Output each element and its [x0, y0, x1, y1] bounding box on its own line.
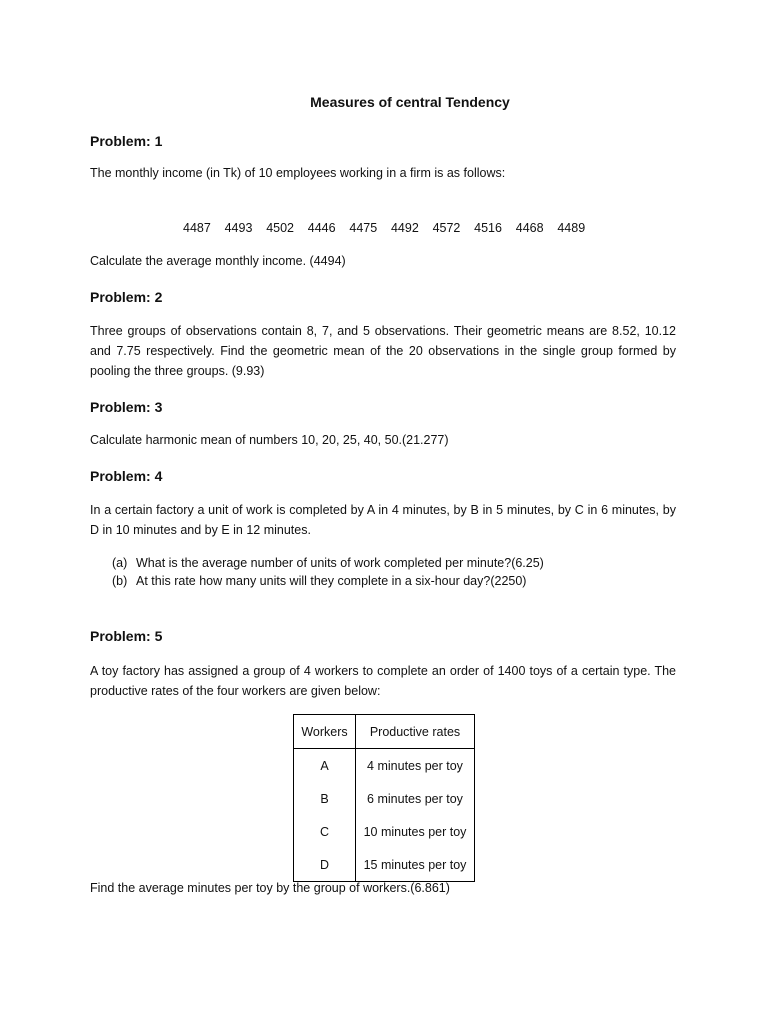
- problem-2-text: Three groups of observations contain 8, 7, and 5 observations. Their geometric means are 8.52, 10.12 and 7.75 respectively. Find the geometric mean of the 20 observations in the single group formed by pooling the three groups. (9.93): [90, 324, 676, 378]
- list-item-tag: (b): [112, 574, 128, 588]
- table-row: [294, 815, 475, 848]
- problem-4-heading: Problem: 4: [90, 468, 163, 484]
- problem-3-heading: Problem: 3: [90, 399, 163, 415]
- income-numbers: [183, 221, 599, 235]
- column-header: Workers: [294, 715, 356, 749]
- income-value: 4492: [390, 221, 419, 235]
- income-value: 4446: [307, 221, 336, 235]
- table-row: [294, 782, 475, 815]
- list-item-tag: (a): [112, 556, 128, 570]
- problem-1-text: The monthly income (in Tk) of 10 employees working in a firm is as follows:: [90, 166, 506, 180]
- list-item: [112, 572, 544, 590]
- income-value: 4468: [515, 221, 544, 235]
- table-cell: D: [294, 848, 356, 882]
- problem-5-heading: Problem: 5: [90, 628, 163, 644]
- problem-2-heading: Problem: 2: [90, 289, 163, 305]
- table-cell: 4 minutes per toy: [356, 749, 475, 783]
- list-item-text: What is the average number of units of work completed per minute?(6.25): [136, 556, 544, 570]
- table-row: [294, 848, 475, 882]
- problem-1-heading: Problem: 1: [90, 133, 163, 149]
- table-cell: A: [294, 749, 356, 783]
- column-header: Productive rates: [356, 715, 475, 749]
- table-header-row: [294, 715, 475, 749]
- table-cell: 6 minutes per toy: [356, 782, 475, 815]
- table-cell: 10 minutes per toy: [356, 815, 475, 848]
- income-value: 4516: [474, 221, 502, 235]
- income-value: 4493: [224, 221, 253, 235]
- table-cell: 15 minutes per toy: [356, 848, 475, 882]
- table-cell: C: [294, 815, 356, 848]
- list-item-text: At this rate how many units will they complete in a six-hour day?(2250): [136, 574, 527, 588]
- income-value: 4572: [432, 221, 461, 235]
- problem-4-text: In a certain factory a unit of work is completed by A in 4 minutes, by B in 5 minutes, by C in 6 minutes, by D in 10 minutes and by E in 12 minutes.: [90, 503, 676, 537]
- income-value: 4475: [349, 221, 378, 235]
- problem-5-text: A toy factory has assigned a group of 4 workers to complete an order of 1400 toys of a certain type. The productive rates of the four workers are given below:: [90, 664, 676, 698]
- problem-1-question: Calculate the average monthly income. (4494): [90, 254, 346, 268]
- table-row: [294, 749, 475, 783]
- productive-rates-table: [293, 714, 475, 882]
- income-value: 4502: [266, 221, 294, 235]
- income-value: 4489: [557, 221, 586, 235]
- page-title: Measures of central Tendency: [310, 94, 510, 110]
- problem-3-text: Calculate harmonic mean of numbers 10, 20, 25, 40, 50.(21.277): [90, 433, 449, 447]
- problem-5-question: Find the average minutes per toy by the group of workers.(6.861): [90, 881, 450, 895]
- problem-4-sublist: [112, 554, 544, 590]
- table-cell: B: [294, 782, 356, 815]
- income-value: 4487: [183, 221, 211, 235]
- list-item: [112, 554, 544, 572]
